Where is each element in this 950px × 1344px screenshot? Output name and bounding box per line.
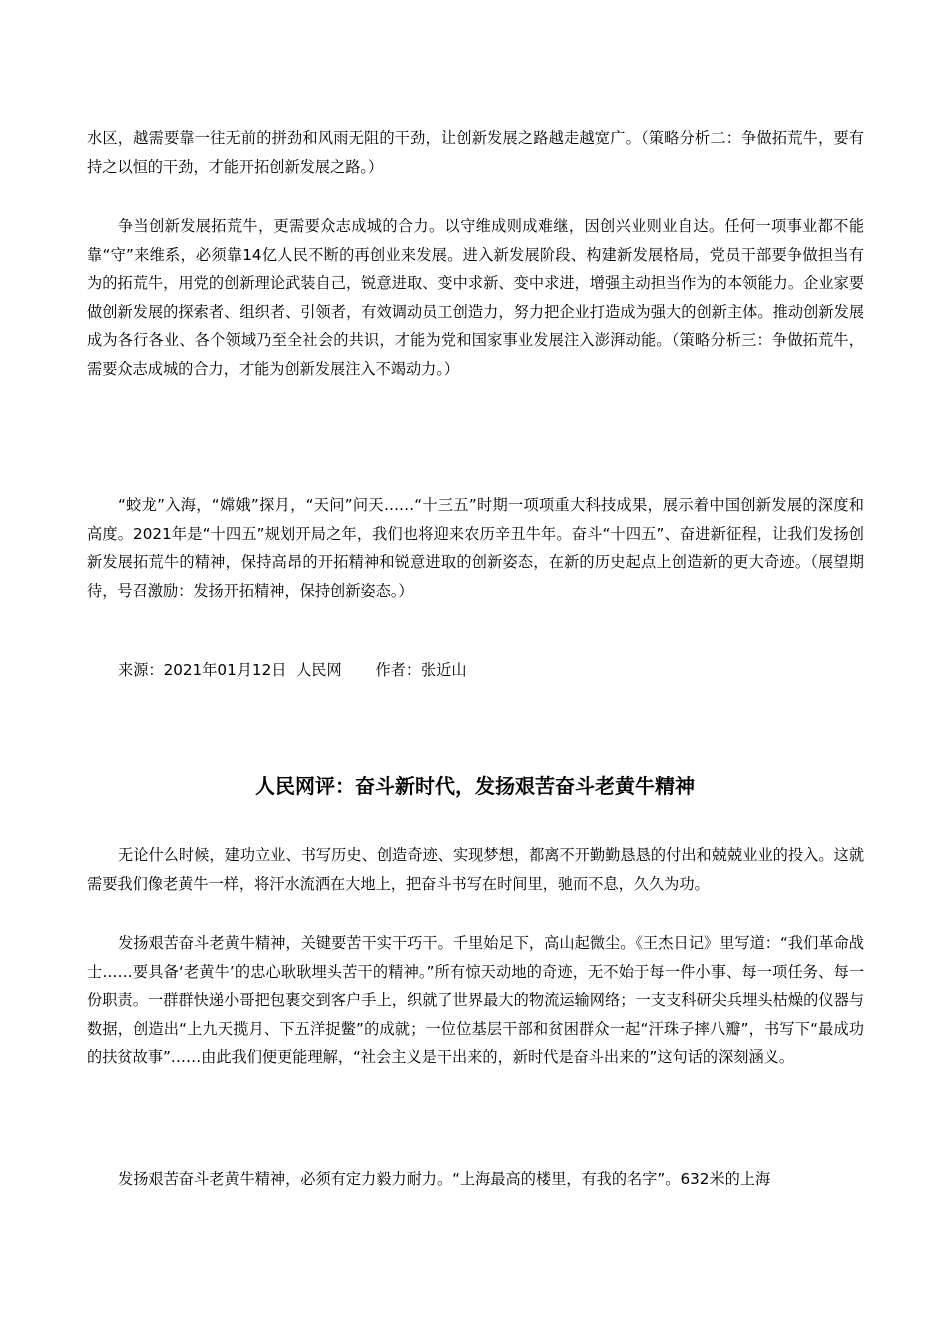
paragraph: “蛟龙”入海，“嫦娥”探月，“天问”问天……“十三五”时期一项项重大科技成果，展示着中国创新发展的深度和高度。2021年是“十四五”规划开局之年，我们也将迎来农历辛丑牛年。奋斗“十四五”、奋进新征程，让我们发扬创新发展拓荒牛的精神，保持高昂的开拓精神和锐意进取的创新姿态，在新的历史起点上创造新的更大奇迹。（展望期待，号召激励：发扬开拓精神，保持创新姿态。） — [87, 496, 864, 600]
article-title: 人民网评：奋斗新时代，发扬艰苦奋斗老黄牛精神 — [255, 774, 695, 798]
paragraph: 发扬艰苦奋斗老黄牛精神，关键要苦干实干巧干。千里始足下，高山起微尘。《王杰日记》里写道：“我们革命战士……要具备‘老黄牛’的忠心耿耿埋头苦干的精神。”所有惊天动地的奇迹，无不始于每一件小事、每一项任务、每一份职责。一群群快递小哥把包裹交到客户手上，织就了世界最大的物流运输网络；一支支科研尖兵埋头枯燥的仪器与数据，创造出“上九天揽月、下五洋捉鳖”的成就；一位位基层干部和贫困群众一起“汗珠子摔八瓣”，书写下“最成功的扶贫故事”……由此我们便更能理解，“社会主义是干出来的，新时代是奋斗出来的”这句话的深刻涵义。 — [87, 934, 864, 1067]
source-line: 来源：2021年01月12日 人民网 作者：张近山 — [118, 661, 467, 679]
paragraph: 无论什么时候，建功立业、书写历史、创造奇迹、实现梦想，都离不开勤勤恳恳的付出和兢兢业业的投入。这就需要我们像老黄牛一样，将汗水流洒在大地上，把奋斗书写在时间里，驰而不息，久久为功。 — [87, 846, 864, 893]
paragraph: 争当创新发展拓荒牛，更需要众志成城的合力。以守维成则成难继，因创兴业则业自达。任何一项事业都不能靠“守”来维系，必须靠14亿人民不断的再创业来发展。进入新发展阶段、构建新发展格局，党员干部要争做担当有为的拓荒牛，用党的创新理论武装自己，锐意进取、变中求新、变中求进，增强主动担当作为的本领能力。企业家要做创新发展的探索者、组织者、引领者，有效调动员工创造力，努力把企业打造成为强大的创新主体。推动创新发展成为各行各业、各个领域乃至全社会的共识，才能为党和国家事业发展注入澎湃动能。（策略分析三：争做拓荒牛，需要众志成城的合力，才能为创新发展注入不竭动力。） — [87, 217, 864, 378]
paragraph: 水区，越需要靠一往无前的拼劲和风雨无阻的干劲，让创新发展之路越走越宽广。（策略分析二：争做拓荒牛，要有持之以恒的干劲，才能开拓创新发展之路。） — [87, 129, 864, 176]
paragraph: 发扬艰苦奋斗老黄牛精神，必须有定力毅力耐力。“上海最高的楼里，有我的名字”。632米的上海 — [118, 1170, 771, 1188]
